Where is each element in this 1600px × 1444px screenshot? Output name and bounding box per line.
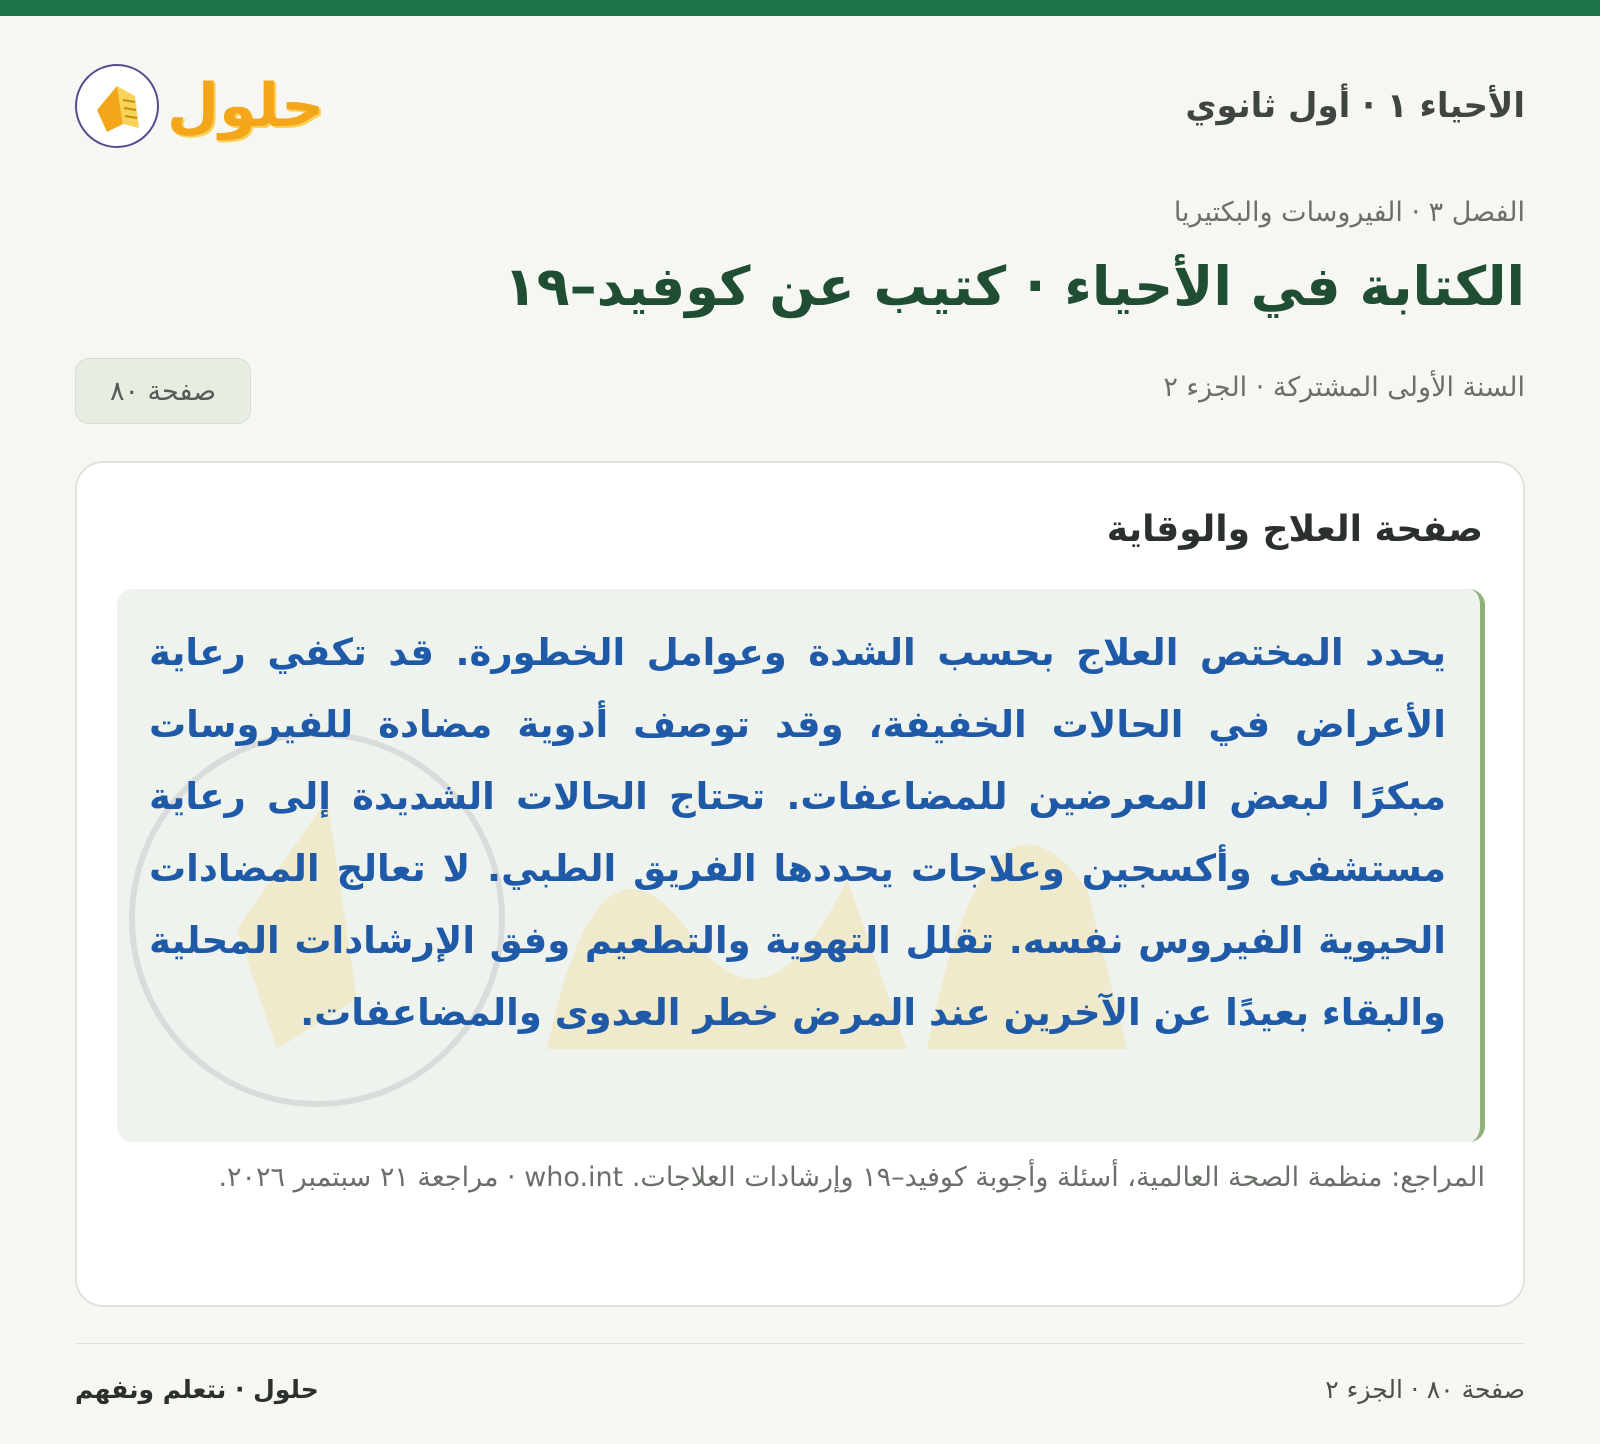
footer-page-info: صفحة ٨٠ · الجزء ٢ (1325, 1375, 1525, 1404)
answer-paragraph: يحدد المختص العلاج بحسب الشدة وعوامل الخطورة. قد تكفي رعاية الأعراض في الحالات الخفيفة، وقد توصف أدوية مضادة للفيروسات مبكرًا لبعض المعرضين للمضاعفات. تحتاج الحالات الشديدة إلى رعاية مستشفى وأكسجين وعلاجات يحددها الفريق الطبي. لا تعالج المضادات الحيوية الفيروس نفسه. تقلل التهوية والتطعيم وفق الإرشادات المحلية والبقاء بعيدًا عن الآخرين عند المرض خطر العدوى والمضاعفات. (149, 631, 1446, 1034)
logo-wordmark: حلول (167, 71, 325, 141)
book-icon (75, 64, 159, 148)
card-title: صفحة العلاج والوقاية (1106, 509, 1483, 550)
page-number-badge: صفحة ٨٠ (75, 358, 251, 424)
page-header (75, 50, 1525, 162)
chapter-label: الفصل ٣ · الفيروسات والبكتيريا (1173, 197, 1525, 228)
hulul-logo[interactable] (75, 64, 324, 148)
page-title: الكتابة في الأحياء · كتيب عن كوفيد–١٩ (503, 255, 1525, 318)
references: المراجع: منظمة الصحة العالمية، أسئلة وأجوبة كوفيد–١٩ وإرشادات العلاجات. who.int · مراجعة ٢١ سبتمبر ٢٠٢٦. (218, 1162, 1485, 1193)
footer-divider (75, 1343, 1525, 1344)
footer-brand: حلول · نتعلم ونفهم (75, 1375, 319, 1404)
course-meta: السنة الأولى المشتركة · الجزء ٢ (1163, 372, 1525, 403)
book-title: الأحياء ١ · أول ثانوي (1185, 86, 1525, 126)
answer-box (117, 589, 1485, 1142)
content-card (75, 461, 1525, 1307)
top-accent-bar (0, 0, 1600, 16)
